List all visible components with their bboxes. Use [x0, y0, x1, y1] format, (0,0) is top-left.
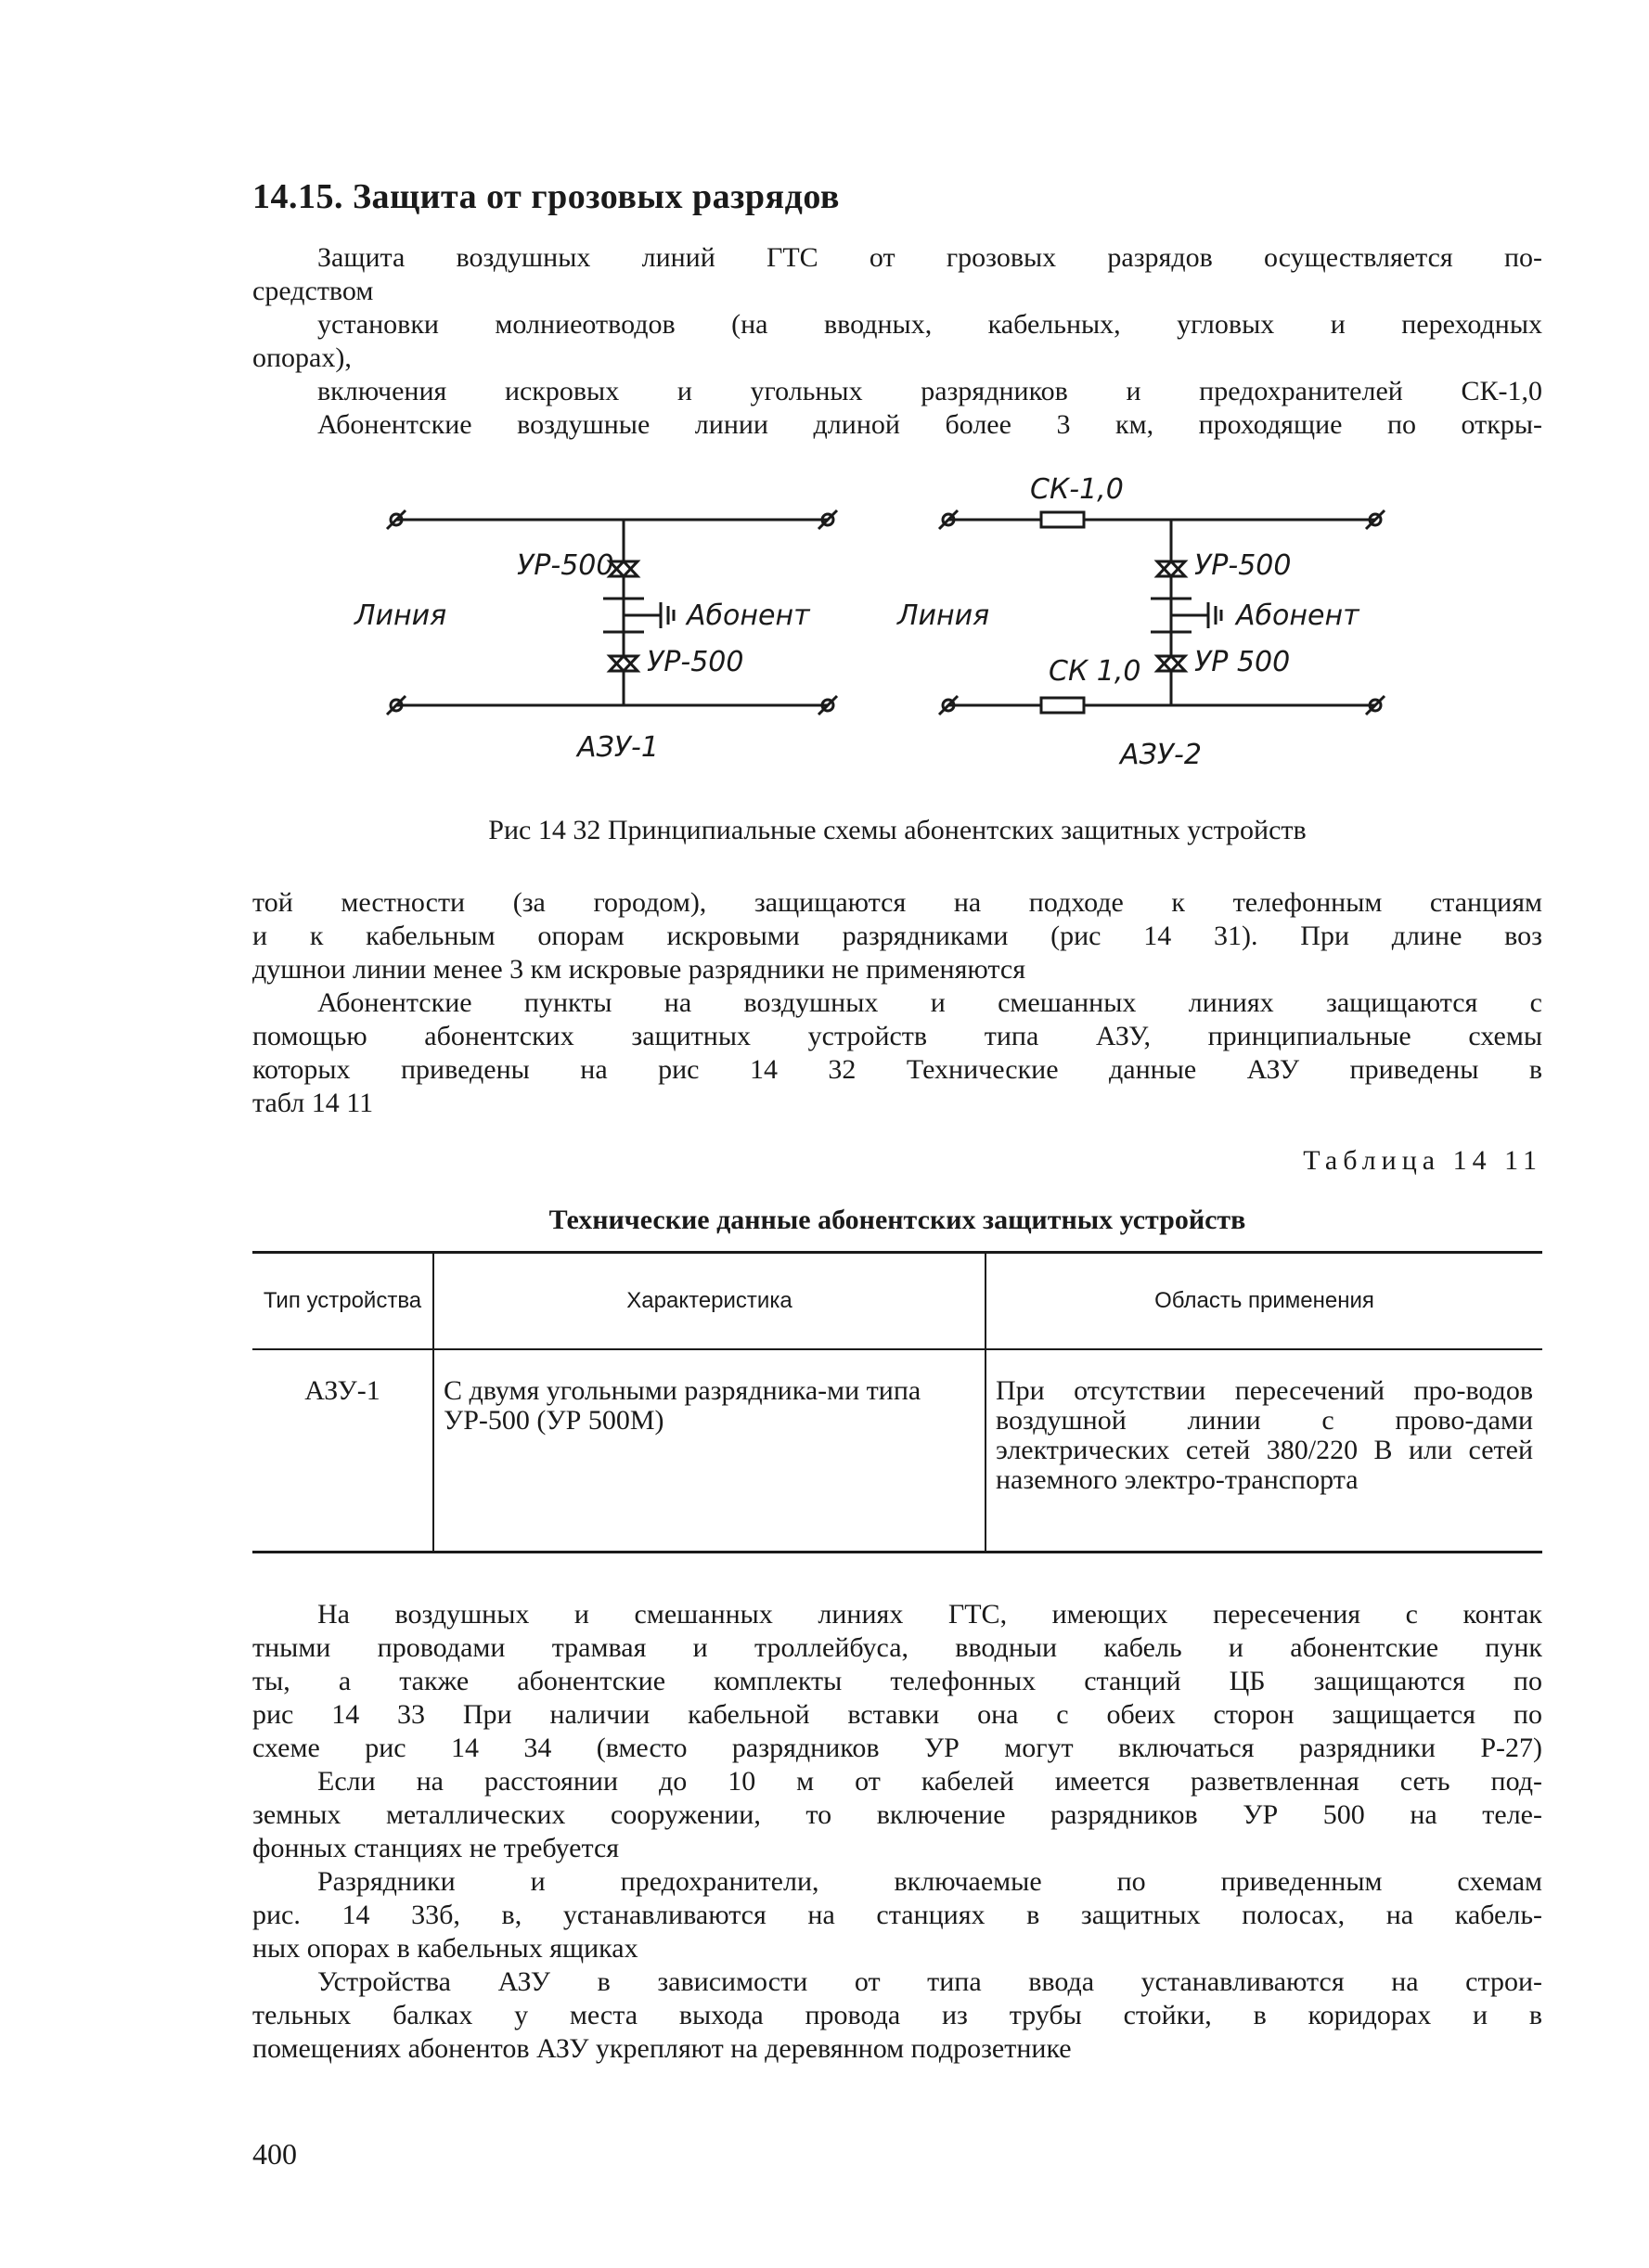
body-line: тельных балках у места выхода провода из трубы стойки, в коридорах и в: [252, 2000, 1542, 2030]
cell-device-type: АЗУ-1: [252, 1349, 433, 1553]
label-device-azu1: АЗУ-1: [577, 731, 659, 764]
arrester-icon: [610, 561, 638, 576]
label-arrester-top-right: УР-500: [1194, 549, 1292, 582]
intro-line: Защита воздушных линий ГТС от грозовых разрядов осуществляется по-: [317, 242, 1542, 273]
arrester-icon: [1157, 561, 1185, 576]
figure-protection-schemes: [354, 469, 1422, 789]
section-heading: 14.15. Защита от грозовых разрядов: [252, 177, 840, 216]
terminal-icon: [939, 696, 958, 715]
continuation-paragraph: [252, 886, 1542, 1120]
terminal-icon: [818, 696, 837, 715]
column-header: Тип устройства: [252, 1253, 433, 1350]
body-line: помощью абонентских защитных устройств типа АЗУ, принципиальные схемы: [252, 1021, 1542, 1051]
table-header-row: [252, 1253, 1542, 1350]
terminal-icon: [387, 696, 406, 715]
body-line: фонных станциях не требуется: [252, 1833, 620, 1863]
terminal-icon: [1366, 696, 1385, 715]
figure-caption: Рис 14 32 Принципиальные схемы абонентских защитных устройств: [488, 815, 1307, 845]
column-header: Область применения: [986, 1253, 1542, 1350]
table-number: Таблица 14 11: [1303, 1145, 1542, 1176]
body-line: Устройства АЗУ в зависимости от типа ввода устанавливаются на строи-: [317, 1966, 1542, 1997]
body-line: тными проводами трамвая и троллейбуса, вводныи кабель и абонентские пунк: [252, 1632, 1542, 1663]
label-arrester-bottom-right: УР 500: [1194, 646, 1291, 678]
body-line: помещениях абонентов АЗУ укрепляют на деревянном подрозетнике: [252, 2033, 1072, 2064]
subscriber-phone-icon: [661, 602, 674, 628]
cell-application: При отсутствии пересечений про-водов воздушной линии с прово-дами электрических сетей 380/220 В или сетей наземного электро-транспорта: [986, 1349, 1542, 1553]
body-line: той местности (за городом), защищаются на подходе к телефонным станциям: [252, 887, 1542, 918]
label-fuse-bottom-right: СК 1,0: [1049, 655, 1141, 688]
label-subscriber-left: Абонент: [687, 599, 810, 632]
column-header: Характеристика: [433, 1253, 986, 1350]
label-arrester-top-left: УР-500: [517, 549, 614, 582]
body-line: рис 14 33 При наличии кабельной вставки она с обеих сторон защищается по: [252, 1699, 1542, 1730]
intro-line: включения искровых и угольных разрядников и предохранителей СК-1,0: [317, 376, 1542, 406]
fuse-icon: [1041, 698, 1084, 713]
table-row: [252, 1349, 1542, 1553]
terminal-icon: [939, 510, 958, 529]
body-line: Разрядники и предохранители, включаемые по приведенным схемам: [317, 1866, 1542, 1897]
body-line: ты, а также абонентские комплекты телефонных станций ЦБ защищаются по: [252, 1666, 1542, 1696]
data-table-wrapper: [252, 1251, 1542, 1553]
body-line: Абонентские пункты на воздушных и смешанных линиях защищаются с: [317, 987, 1542, 1018]
subscriber-phone-icon: [1208, 602, 1221, 628]
body-line: Если на расстоянии до 10 м от кабелей имеется разветвленная сеть под-: [317, 1766, 1542, 1797]
cell-characteristic: С двумя угольными разрядника-ми типа УР-500 (УР 500М): [433, 1349, 986, 1553]
page-number: 400: [252, 2137, 297, 2171]
arrester-icon: [610, 656, 638, 671]
label-arrester-bottom-left: УР-500: [647, 646, 744, 678]
label-line-left: Линия: [354, 599, 447, 632]
intro-line: установки молниеотводов (на вводных, кабельных, угловых и переходных: [317, 309, 1542, 340]
body-line: схеме рис 14 34 (вместо разрядников УР могут включаться разрядники Р-27): [252, 1733, 1542, 1763]
body-line: табл 14 11: [252, 1088, 374, 1118]
body-line: ных опорах в кабельных ящиках: [252, 1933, 638, 1964]
fuse-icon: [1041, 512, 1084, 527]
body-line: душнои линии менее 3 км искровые разрядники не применяются: [252, 954, 1025, 985]
body-line: которых приведены на рис 14 32 Технические данные АЗУ приведены в: [252, 1054, 1542, 1085]
data-table: [252, 1251, 1542, 1553]
body-line: и к кабельным опорам искровыми разрядниками (рис 14 31). При длине воз: [252, 921, 1542, 951]
intro-line: Абонентские воздушные линии длиной более 3 км, проходящие по откры-: [317, 409, 1542, 440]
label-device-azu2: АЗУ-2: [1120, 739, 1202, 771]
terminal-icon: [387, 510, 406, 529]
body-line: рис. 14 33б, в, устанавливаются на станциях в защитных полосах, на кабель-: [252, 1900, 1542, 1930]
body-line: На воздушных и смешанных линиях ГТС, имеющих пересечения с контак: [317, 1599, 1542, 1630]
arrester-icon: [1157, 656, 1185, 671]
terminal-icon: [818, 510, 837, 529]
intro-line: средством: [252, 276, 374, 306]
label-line-right: Линия: [897, 599, 990, 632]
table-title: Технические данные абонентских защитных устройств: [548, 1205, 1246, 1235]
schematic-diagram: [354, 469, 1422, 789]
body-line: земных металлических сооружении, то включение разрядников УР 500 на теле-: [252, 1799, 1542, 1830]
intro-paragraph: [252, 241, 1542, 442]
label-fuse-top-right: СК-1,0: [1030, 473, 1124, 506]
book-page: [252, 0, 1542, 2268]
terminal-icon: [1366, 510, 1385, 529]
closing-paragraphs: [252, 1598, 1542, 2066]
label-subscriber-right: Абонент: [1236, 599, 1359, 632]
intro-line: опорах),: [252, 342, 352, 373]
